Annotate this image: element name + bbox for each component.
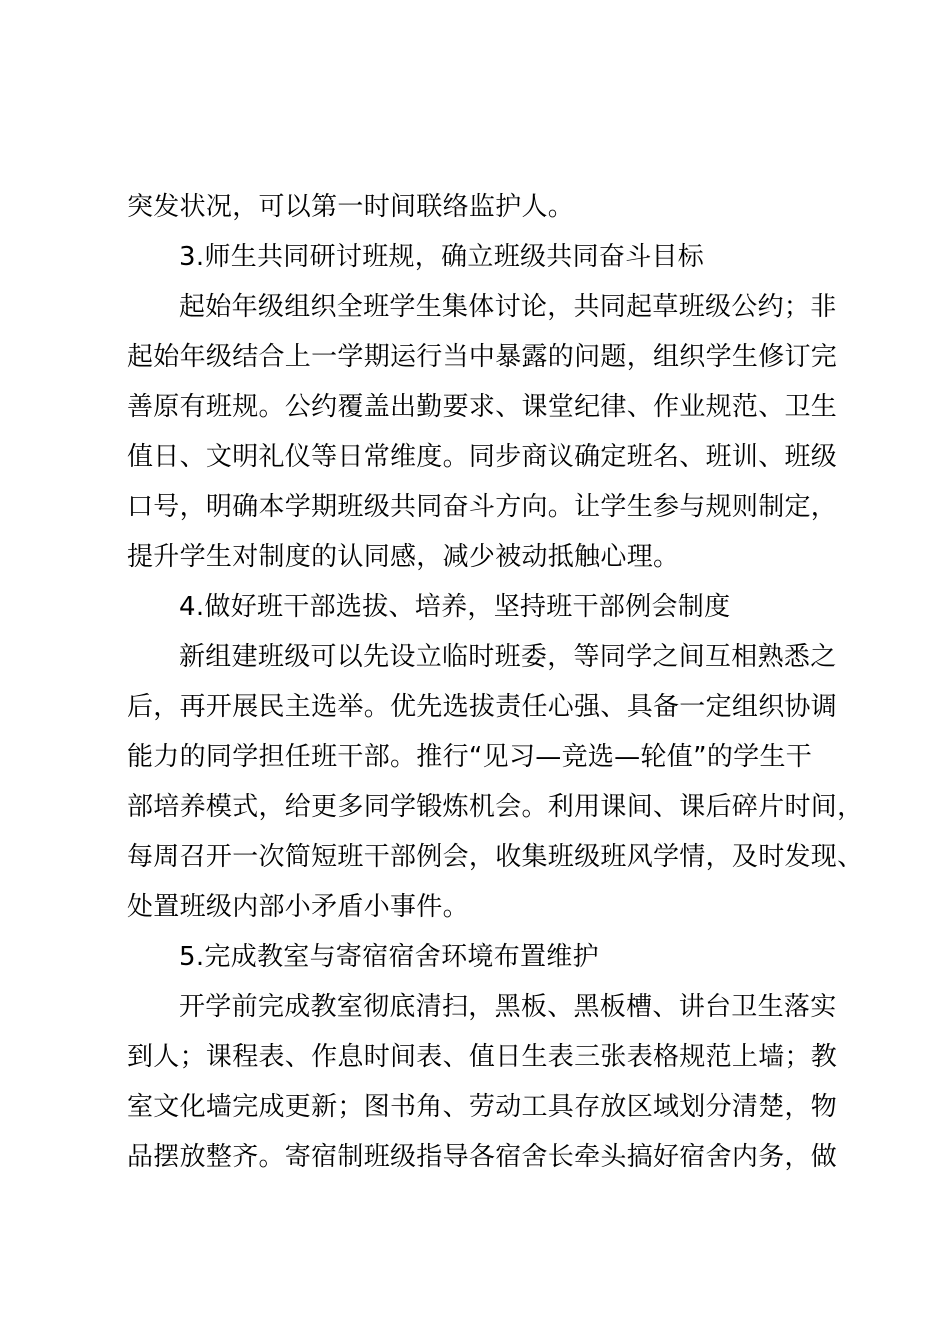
paragraph-line: 品摆放整齐。寄宿制班级指导各宿舍长牵头搞好宿舍内务，做 <box>127 1142 838 1172</box>
paragraph-line: 善原有班规。公约覆盖出勤要求、课堂纪律、作业规范、卫生 <box>127 392 838 422</box>
paragraph-line: 室文化墙完成更新；图书角、劳动工具存放区域划分清楚，物 <box>127 1092 838 1122</box>
section-heading-3: 3.师生共同研讨班规，确立班级共同奋斗目标 <box>179 242 705 272</box>
paragraph-line: 提升学生对制度的认同感，减少被动抵触心理。 <box>127 542 680 572</box>
section-heading-5: 5.完成教室与寄宿宿舍环境布置维护 <box>179 942 599 972</box>
paragraph-line: 新组建班级可以先设立临时班委，等同学之间互相熟悉之 <box>179 642 837 672</box>
paragraph-line: 起始年级结合上一学期运行当中暴露的问题，组织学生修订完 <box>127 342 838 372</box>
paragraph-line: 处置班级内部小矛盾小事件。 <box>127 892 469 922</box>
paragraph-line: 部培养模式，给更多同学锻炼机会。利用课间、课后碎片时间， <box>127 792 864 822</box>
paragraph-line: 开学前完成教室彻底清扫，黑板、黑板槽、讲台卫生落实 <box>179 992 837 1022</box>
paragraph-line: 到人；课程表、作息时间表、值日生表三张表格规范上墙；教 <box>127 1042 838 1072</box>
document-body <box>127 182 864 1182</box>
paragraph-line: 后，再开展民主选举。优先选拔责任心强、具备一定组织协调 <box>127 692 838 722</box>
section-heading-4: 4.做好班干部选拔、培养，坚持班干部例会制度 <box>179 592 731 622</box>
paragraph-line: 值日、文明礼仪等日常维度。同步商议确定班名、班训、班级 <box>127 442 838 472</box>
paragraph-line: 起始年级组织全班学生集体讨论，共同起草班级公约；非 <box>179 292 837 322</box>
paragraph-line: 每周召开一次简短班干部例会，收集班级班风学情，及时发现、 <box>127 842 864 872</box>
paragraph-line: 口号，明确本学期班级共同奋斗方向。让学生参与规则制定， <box>127 492 838 522</box>
paragraph-line: 突发状况，可以第一时间联络监护人。 <box>127 192 575 222</box>
paragraph-line: 能力的同学担任班干部。推行“见习—竞选—轮值”的学生干 <box>127 742 813 772</box>
